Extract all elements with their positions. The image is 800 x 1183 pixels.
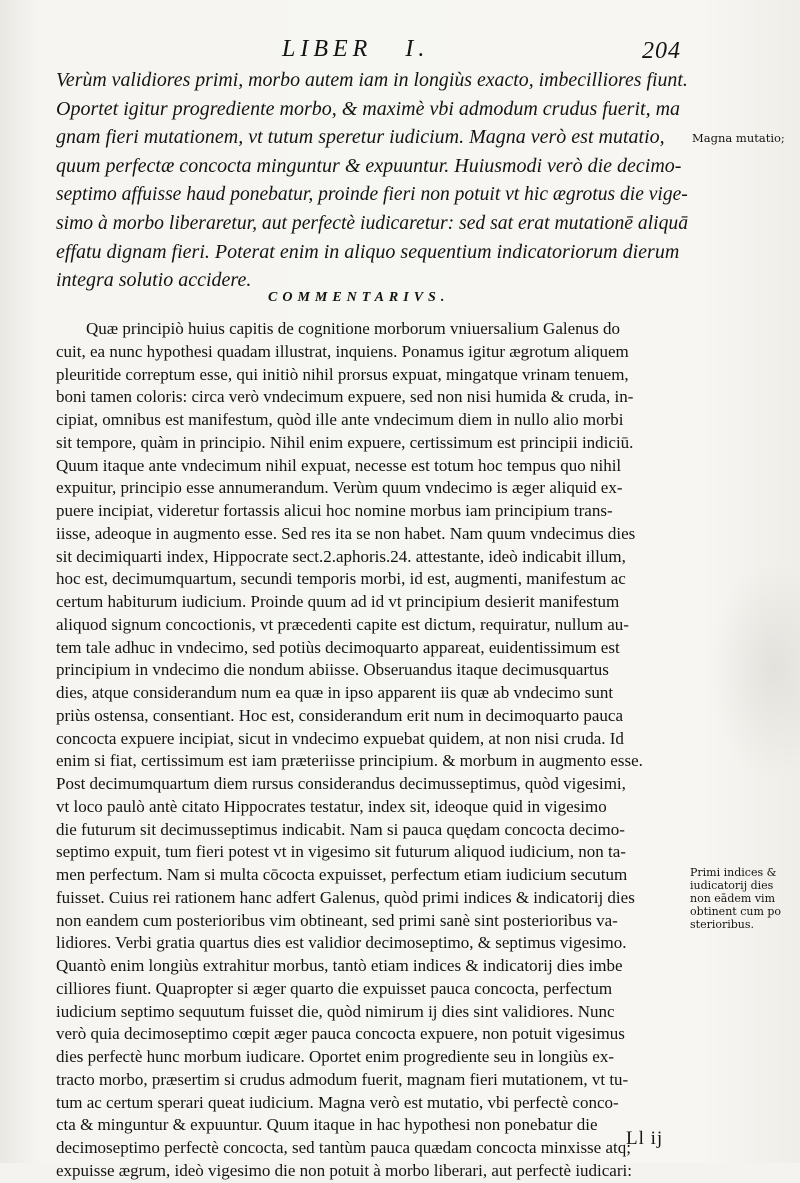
commentary-line: verò quia decimoseptimo cœpit æger pauca concocta expuere, non potuit vigesimus [56, 1024, 625, 1044]
commentary-line: tracto morbo, præsertim si crudus admodum fuerit, magnam fieri mutationem, vt tu- [56, 1069, 629, 1089]
commentary-line: Quum itaque ante vndecimum nihil expuat, necesse est totum hoc tempus quo nihil [56, 455, 622, 475]
commentary-line: expuisse ægrum, ideò vigesimo die non potuit à morbo liberari, aut perfectè iudicari: [56, 1160, 632, 1180]
commentary-line: pleuritide correptum esse, qui initiò nihil prorsus expuat, mingatque vrinam tenuem, [56, 364, 629, 384]
commentary-line: iisse, adeoque in augmento esse. Sed res ita se non habet. Nam quum vndecimus dies [56, 523, 636, 543]
aphorism-line: Verùm validiores primi, morbo autem iam in longiùs exacto, imbecilliores fiunt. [56, 69, 688, 91]
commentary-line: vt loco paulò antè citato Hippocrates testatur, index sit, ideoque quid in vigesimo [56, 796, 607, 816]
commentary-line: sit tempore, quàm in principio. Nihil enim expuere, certissimum est principii indiciū. [56, 432, 634, 452]
commentary-line: decimoseptimo perfectè concocta, sed tantùm pauca quædam concocta minxisse atq; [56, 1138, 631, 1157]
commentary-line: cuit, ea nunc hypothesi quadam illustrat, inquiens. Ponamus igitur ægrotum aliquem [56, 341, 629, 361]
page-header [0, 36, 800, 66]
commentary-text [56, 318, 688, 1183]
commentary-line: certum habiturum iudicium. Proinde quum ad id vt principium desierit manifestum [56, 592, 620, 611]
commentary-line: iudicium septimo sequutum fuisset die, quòd nimirum ij dies sint validiores. Nunc [56, 1001, 615, 1021]
page-number: 204 [642, 38, 681, 64]
commentary-line: puere incipiat, videretur fortassis alicui hoc nomine morbus iam principium trans- [56, 501, 613, 520]
commentary-line: lidiores. Verbi gratia quartus dies est validior decimoseptimo, & septimus vigesimo. [56, 933, 627, 953]
aphorism-line: integra solutio accidere. [56, 269, 252, 292]
aphorism-line: effatu dignam fieri. Poterat enim in aliquo sequentium indicatoriorum dierum [56, 240, 680, 263]
commentary-line: sit decimiquarti index, Hippocrate sect.2.aphoris.24. attestante, ideò indicabit illum, [56, 546, 626, 566]
aphorism-line: Oportet igitur progrediente morbo, & maximè vbi admodum crudus fuerit, ma [56, 97, 681, 120]
commentary-line: hoc est, decimumquartum, secundi temporis morbi, id est, augmenti, manifestum ac [56, 569, 626, 589]
running-head: LIBER I. [282, 36, 430, 62]
commentary-line: men perfectum. Nam si multa cōcocta expuisset, perfectum etiam iudicium secutum [56, 865, 628, 884]
aphorism-line: simo à morbo liberaretur, aut perfectè iudicaretur: sed sat erat mutationē aliquā [56, 211, 689, 234]
commentary-line: non eandem cum posterioribus vim obtineant, sed primi sanè sint posterioribus va- [56, 910, 618, 930]
marginal-note: Magna mutatio; [692, 131, 785, 145]
commentary-line: dies perfectè hunc morbum iudicare. Oportet enim progrediente seu in longiùs ex- [56, 1047, 614, 1066]
aphorism-text [56, 66, 688, 295]
aphorism-line: septimo affuisse haud ponebatur, proinde fieri non potuit vt hic ægrotus die vige- [56, 183, 688, 206]
commentary-line: dies, atque considerandum num ea quæ in ipso apparent iis quæ ab vndecimo sunt [56, 683, 614, 702]
commentary-line: die futurum sit decimusseptimus indicabit. Nam si pauca quędam concocta decimo- [56, 819, 625, 839]
commentary-line: expuitur, principio esse annumerandum. Verùm quum vndecimo is æger aliquid ex- [56, 478, 623, 498]
commentary-line: enim si fiat, certissimum est iam præteriisse principium. & morbum in augmento esse. [56, 751, 643, 771]
commentary-line: priùs ostensa, consentiant. Hoc est, considerandum erit num in decimoquarto pauca [56, 705, 623, 725]
commentary-line: Quæ principiò huius capitis de cognitione morborum vniuersalium Galenus do [86, 319, 620, 338]
paper-stain [710, 560, 800, 780]
commentary-line: Quantò enim longiùs extrahitur morbus, tantò etiam indices & indicatorij dies imbe [56, 956, 623, 975]
signature-mark: Ll ij [626, 1128, 664, 1149]
commentary-line: cipiat, omnibus est manifestum, quòd ille ante vndecimum diem in nullo alio morbi [56, 410, 624, 429]
commentary-line: boni tamen coloris: circa verò vndecimum expuere, sed non nisi humida & cruda, in- [56, 387, 634, 407]
commentary-heading: COMMENTARIVS. [268, 290, 450, 305]
commentary-line: Post decimumquartum diem rursus considerandus decimusseptimus, quòd vigesimi, [56, 774, 626, 793]
aphorism-line: quum perfectæ concocta minguntur & expuuntur. Huiusmodi verò die decimo- [56, 154, 682, 177]
commentary-line: tem tale adhuc in vndecimo, sed potiùs decimoquarto appareat, euidentissimum est [56, 637, 620, 657]
marginal-note: Primi indices & iudicatorij dies non eādem vim obtinent cum po sterioribus. [690, 866, 782, 931]
commentary-line: fuisset. Cuius rei rationem hanc adfert Galenus, quòd primi indices & indicatorij dies [56, 887, 635, 907]
commentary-line: principium in vndecimo die nondum abiisse. Obseruandus itaque decimusquartus [56, 660, 609, 680]
commentary-line: tum ac certum sperari queat iudicium. Magna verò est mutatio, vbi perfectè conco- [56, 1092, 619, 1112]
commentary-line: septimo expuit, tum fieri potest vt in vigesimo sit futurum aliquod iudicium, non ta- [56, 842, 626, 862]
aphorism-line: gnam fieri mutationem, vt tutum speretur iudicium. Magna verò est mutatio, [56, 126, 665, 149]
commentary-line: concocta expuere incipiat, sicut in vndecimo expuebat quidem, at non nisi cruda. Id [56, 728, 624, 748]
commentary-line: aliquod signum concoctionis, vt præcedenti capite est dictum, requiratur, nullum au- [56, 614, 629, 634]
commentary-line: cta & minguntur & expuuntur. Quum itaque in hac hypothesi non ponebatur die [56, 1115, 598, 1135]
commentary-line: cilliores fiunt. Quapropter si æger quarto die expuisset pauca concocta, perfectum [56, 978, 613, 998]
